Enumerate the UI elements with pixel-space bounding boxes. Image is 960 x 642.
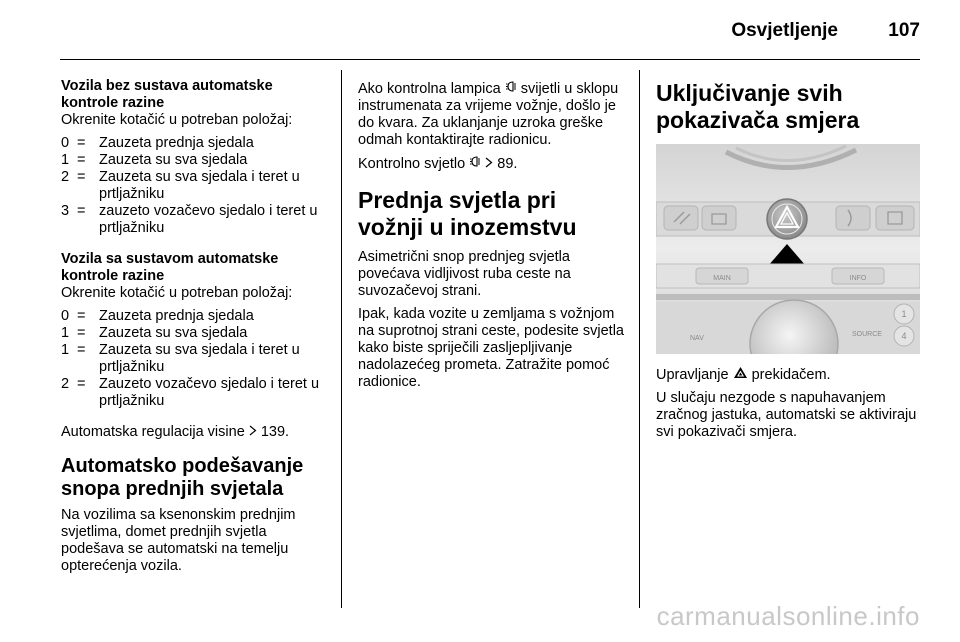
position-list [61, 308, 329, 410]
page-number: 107 [888, 20, 920, 41]
photo-label-btn4: 4 [901, 331, 907, 341]
list-item-key: 1 [61, 152, 70, 168]
photo-label-info: INFO [849, 275, 867, 282]
photo-label-main: MAIN [713, 275, 731, 282]
list-item-text: Zauzeto vozačevo sjedalo i teret u prtljažniku [99, 376, 320, 409]
list-item-text: Zauzeta su sva sjedala i teret u prtljažniku [99, 342, 300, 375]
headlight-range-warning-icon [469, 155, 481, 173]
column-divider [639, 70, 640, 608]
paragraph: Upravljanje prekidačem. [656, 367, 831, 383]
hazard-switch-photo [656, 144, 920, 354]
page-ref[interactable]: 89. [497, 156, 518, 172]
list-item-separator: = [77, 203, 86, 219]
list-item-separator: = [77, 169, 86, 185]
list-item-key: 0 [61, 135, 70, 151]
cross-reference: Automatska regulacija visine 139. [61, 424, 290, 440]
list-item-separator: = [77, 376, 86, 392]
list-item [61, 135, 329, 152]
list-item-separator: = [77, 152, 86, 168]
paragraph: Ako kontrolna lampica svijetli u sklopu instrumenata za vrijeme vožnje, došlo je do kvara. Za uklanjanje uzroka greške odmah kontaktirajte radionicu. [358, 81, 619, 148]
list-item [61, 152, 329, 169]
list-item-text: Zauzeta su sva sjedala [99, 325, 248, 341]
subheading-auto-level: Vozila sa sustavom automatske kontrole razine [61, 251, 279, 284]
photo-label-nav: NAV [690, 335, 704, 342]
section-title: Osvjetljenje [731, 20, 838, 41]
position-list [61, 135, 329, 237]
list-item-key: 3 [61, 203, 70, 219]
page-ref-arrow-icon [249, 424, 257, 441]
list-item [61, 376, 329, 410]
list-item-text: Zauzeta su sva sjedala i teret u prtljažniku [99, 169, 300, 202]
column-divider [341, 70, 342, 608]
subheading-no-auto-level: Vozila bez sustava automatske kontrole razine [61, 78, 273, 111]
paragraph: U slučaju nezgode s napuhavanjem zračnog jastuka, automatski se aktiviraju svi pokazivači smjera. [656, 390, 917, 440]
list-item-key: 2 [61, 376, 70, 392]
watermark: carmanualsonline.info [656, 601, 920, 631]
cross-reference: Kontrolno svjetlo 89. [358, 156, 518, 172]
column-right [656, 80, 922, 447]
column-middle [358, 80, 626, 397]
paragraph: Na vozilima sa ksenonskim prednjim svjetlima, domet prednjih svjetla podešava se automatski na temelju opterećenja vozila. [61, 507, 296, 574]
list-item-key: 2 [61, 169, 70, 185]
list-item-text: Zauzeta prednja sjedala [99, 135, 254, 151]
hazard-warning-icon [733, 366, 748, 384]
page-header [0, 0, 960, 60]
list-item [61, 325, 329, 342]
list-item [61, 308, 329, 325]
page-ref-arrow-icon [485, 156, 493, 173]
list-item-text: Zauzeta prednja sjedala [99, 308, 254, 324]
column-left [61, 78, 329, 581]
list-item-text: zauzeto vozačevo sjedalo i teret u prtljažniku [99, 203, 318, 236]
list-item [61, 203, 329, 237]
heading-hazard-lights: Uključivanje svih pokazivača smjera [656, 80, 860, 133]
list-item [61, 342, 329, 376]
heading-auto-beam: Automatsko podešavanje snopa prednjih svjetala [61, 455, 304, 500]
list-item-key: 1 [61, 342, 70, 358]
header-rule [60, 59, 920, 60]
list-item [61, 169, 329, 203]
photo-label-btn1: 1 [901, 309, 907, 319]
photo-label-source: SOURCE [852, 331, 882, 338]
list-item-key: 1 [61, 325, 70, 341]
paragraph: Ipak, kada vozite u zemljama s vožnjom na suprotnoj strani ceste, podesite svjetla kako biste spriječili zasljepljivanje nadolazećeg prometa. Zatražite pomoć radionice. [358, 306, 624, 390]
instruction: Okrenite kotačić u potreban položaj: [61, 285, 293, 301]
list-item-separator: = [77, 325, 86, 341]
instruction: Okrenite kotačić u potreban položaj: [61, 112, 293, 128]
page-ref[interactable]: 139. [260, 424, 290, 440]
list-item-text: Zauzeta su sva sjedala [99, 152, 248, 168]
paragraph: Asimetrični snop prednjeg svjetla povećava vidljivost ruba ceste na suvozačevoj strani. [358, 249, 571, 299]
list-item-key: 0 [61, 308, 70, 324]
list-item-separator: = [77, 342, 86, 358]
list-item-separator: = [77, 308, 86, 324]
list-item-separator: = [77, 135, 86, 151]
heading-abroad-headlights: Prednja svjetla pri vožnji u inozemstvu [358, 187, 577, 240]
headlight-range-warning-icon [505, 80, 517, 98]
